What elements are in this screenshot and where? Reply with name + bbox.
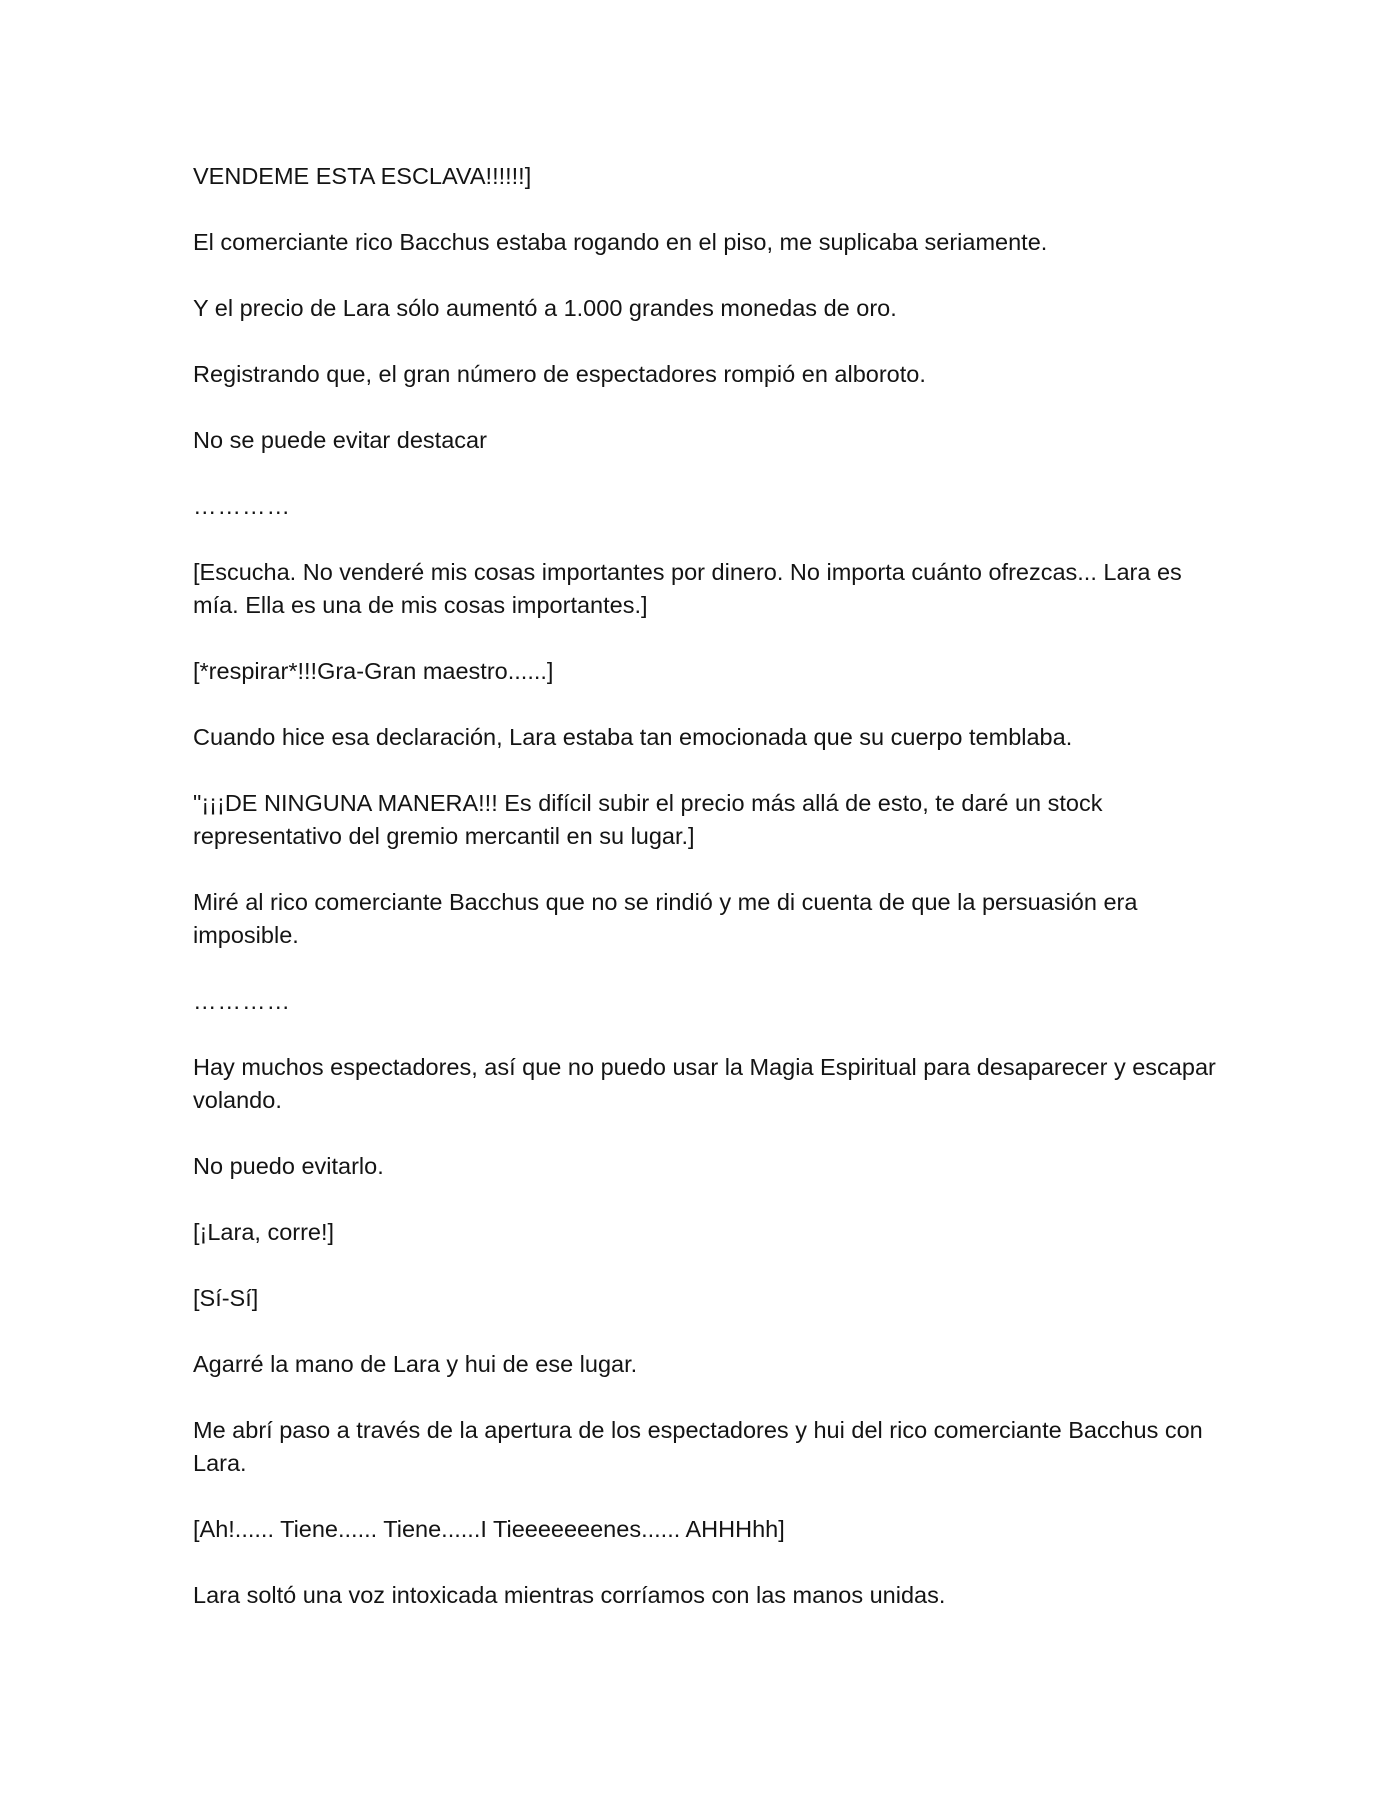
paragraph-16: [Sí-Sí] (193, 1285, 259, 1311)
paragraph-5: No se puede evitar destacar (193, 427, 487, 453)
paragraph-18: Me abrí paso a través de la apertura de los espectadores y hui del rico comerciante Bacchus con Lara. (193, 1417, 1210, 1476)
paragraph-13: Hay muchos espectadores, así que no puedo usar la Magia Espiritual para desaparecer y escapar volando. (193, 1054, 1223, 1113)
paragraph-19: [Ah!...... Tiene...... Tiene......I Tieeeeeeenes...... AHHHhh] (193, 1516, 785, 1542)
paragraph-17: Agarré la mano de Lara y hui de ese lugar. (193, 1351, 638, 1377)
paragraph-4: Registrando que, el gran número de espectadores rompió en alboroto. (193, 361, 926, 387)
scene-break-1: ………… (193, 493, 291, 519)
scene-break-2: ………… (193, 988, 291, 1014)
paragraph-14: No puedo evitarlo. (193, 1153, 384, 1179)
paragraph-20: Lara soltó una voz intoxicada mientras corríamos con las manos unidas. (193, 1582, 946, 1608)
paragraph-2: El comerciante rico Bacchus estaba rogando en el piso, me suplicaba seriamente. (193, 229, 1048, 255)
paragraph-11: Miré al rico comerciante Bacchus que no se rindió y me di cuenta de que la persuasión era imposible. (193, 889, 1144, 948)
paragraph-3: Y el precio de Lara sólo aumentó a 1.000 grandes monedas de oro. (193, 295, 897, 321)
paragraph-7: [Escucha. No venderé mis cosas importantes por dinero. No importa cuánto ofrezcas... Lara es mía. Ella es una de mis cosas importantes.] (193, 559, 1189, 618)
paragraph-15: [¡Lara, corre!] (193, 1219, 335, 1245)
paragraph-10: "¡¡¡DE NINGUNA MANERA!!! Es difícil subir el precio más allá de esto, te daré un stock representativo del gremio mercantil en su lugar.] (193, 790, 1110, 849)
paragraph-1: VENDEME ESTA ESCLAVA!!!!!!] (193, 163, 532, 189)
paragraph-8: [*respirar*!!!Gra-Gran maestro......] (193, 658, 554, 684)
document-body (193, 160, 1223, 1645)
paragraph-9: Cuando hice esa declaración, Lara estaba tan emocionada que su cuerpo temblaba. (193, 724, 1073, 750)
